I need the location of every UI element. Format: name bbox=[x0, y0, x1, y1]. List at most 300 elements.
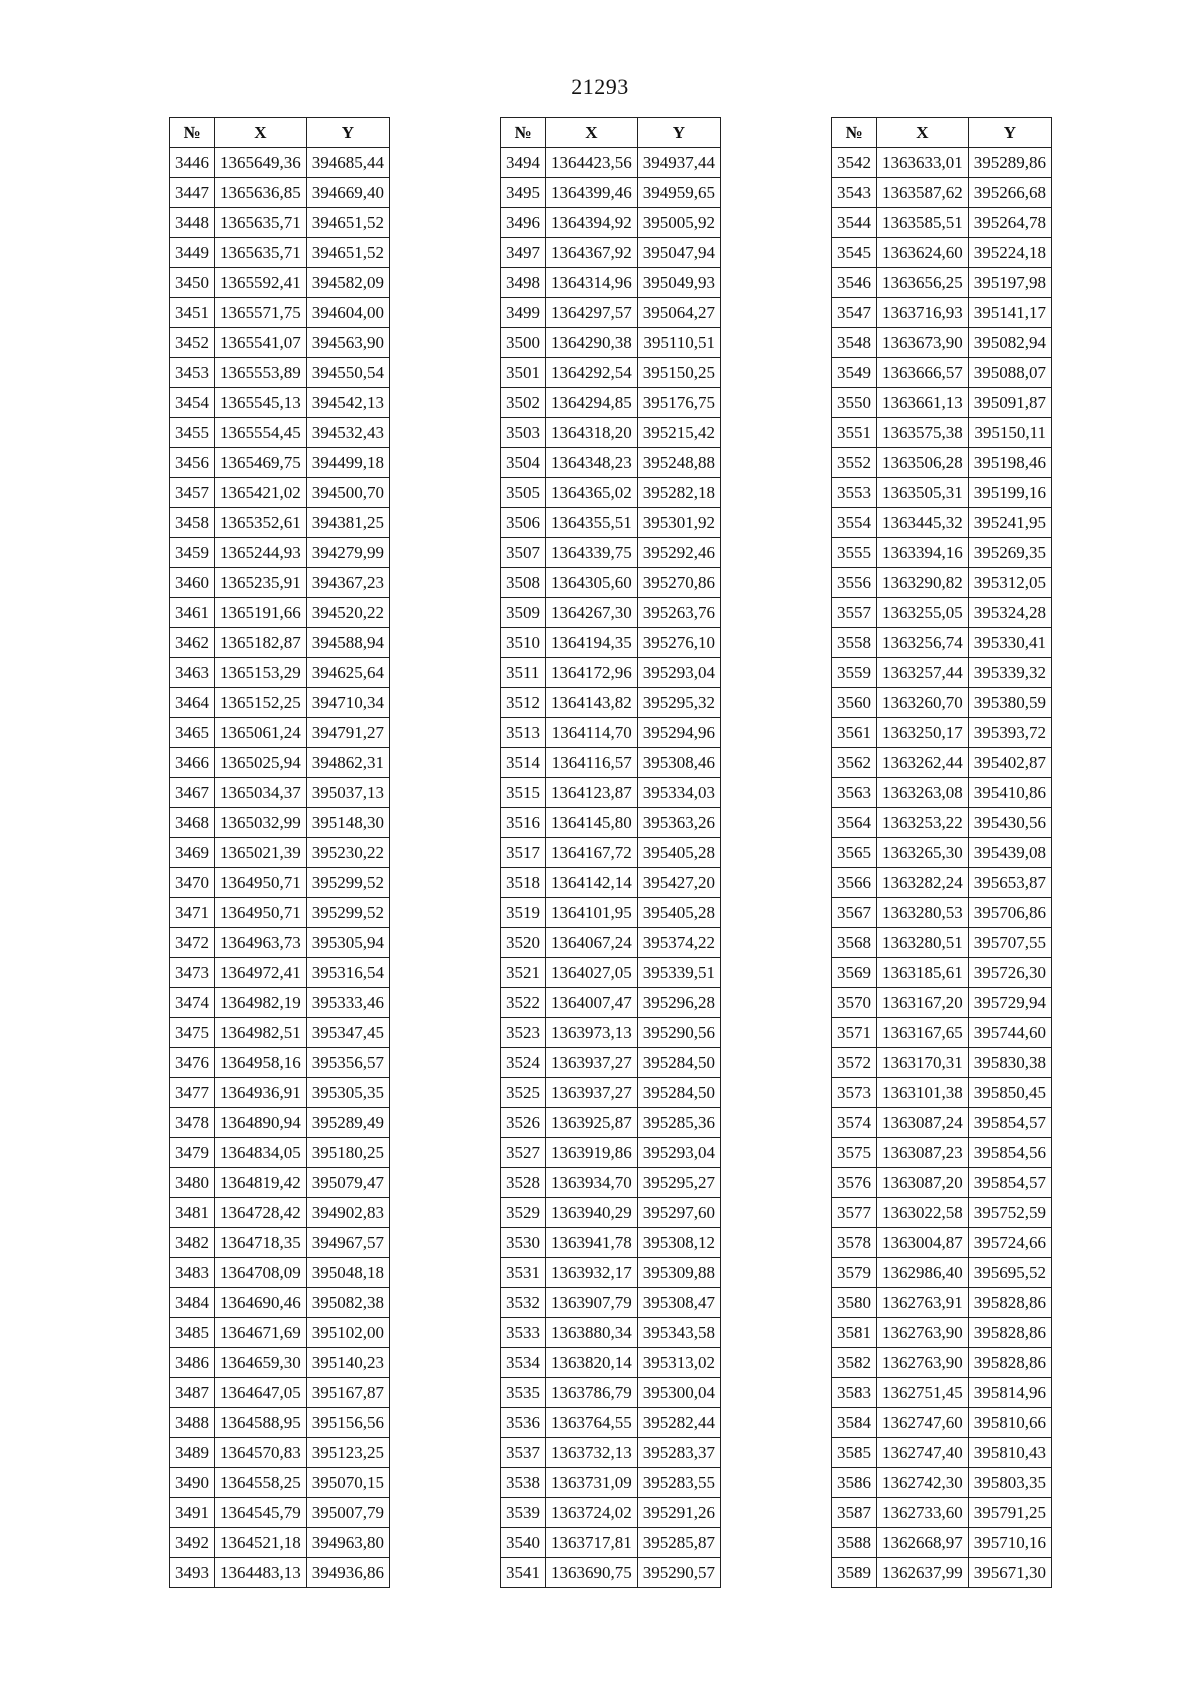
table-row bbox=[832, 1048, 1052, 1078]
x-coordinate: 1364290,38 bbox=[546, 328, 638, 358]
x-coordinate: 1364123,87 bbox=[546, 778, 638, 808]
x-coordinate: 1362637,99 bbox=[877, 1558, 969, 1588]
table-row bbox=[501, 1468, 721, 1498]
y-coordinate: 395707,55 bbox=[968, 928, 1051, 958]
point-number: 3480 bbox=[170, 1168, 215, 1198]
x-coordinate: 1364958,16 bbox=[215, 1048, 307, 1078]
point-number: 3549 bbox=[832, 358, 877, 388]
y-coordinate: 394651,52 bbox=[306, 208, 389, 238]
y-coordinate: 395241,95 bbox=[968, 508, 1051, 538]
table-row bbox=[170, 928, 390, 958]
point-number: 3522 bbox=[501, 988, 546, 1018]
y-coordinate: 395148,30 bbox=[306, 808, 389, 838]
y-coordinate: 395266,68 bbox=[968, 178, 1051, 208]
table-row bbox=[170, 1408, 390, 1438]
point-number: 3540 bbox=[501, 1528, 546, 1558]
x-coordinate: 1362763,91 bbox=[877, 1288, 969, 1318]
y-coordinate: 395264,78 bbox=[968, 208, 1051, 238]
table-row bbox=[832, 1468, 1052, 1498]
point-number: 3483 bbox=[170, 1258, 215, 1288]
point-number: 3553 bbox=[832, 478, 877, 508]
y-coordinate: 395276,10 bbox=[637, 628, 720, 658]
point-number: 3585 bbox=[832, 1438, 877, 1468]
table-row bbox=[832, 598, 1052, 628]
point-number: 3492 bbox=[170, 1528, 215, 1558]
point-number: 3448 bbox=[170, 208, 215, 238]
y-coordinate: 395150,25 bbox=[637, 358, 720, 388]
x-coordinate: 1363167,65 bbox=[877, 1018, 969, 1048]
y-coordinate: 394499,18 bbox=[306, 448, 389, 478]
x-coordinate: 1365469,75 bbox=[215, 448, 307, 478]
point-number: 3542 bbox=[832, 148, 877, 178]
x-coordinate: 1364067,24 bbox=[546, 928, 638, 958]
point-number: 3538 bbox=[501, 1468, 546, 1498]
table-row bbox=[170, 448, 390, 478]
point-number: 3511 bbox=[501, 658, 546, 688]
table-row bbox=[832, 1348, 1052, 1378]
x-coordinate: 1364007,47 bbox=[546, 988, 638, 1018]
point-number: 3576 bbox=[832, 1168, 877, 1198]
point-number: 3515 bbox=[501, 778, 546, 808]
table-row bbox=[501, 958, 721, 988]
table-row bbox=[170, 1378, 390, 1408]
x-coordinate: 1363973,13 bbox=[546, 1018, 638, 1048]
x-coordinate: 1363764,55 bbox=[546, 1408, 638, 1438]
y-coordinate: 395224,18 bbox=[968, 238, 1051, 268]
y-coordinate: 395141,17 bbox=[968, 298, 1051, 328]
table-row bbox=[501, 418, 721, 448]
table-row bbox=[501, 238, 721, 268]
y-coordinate: 395102,00 bbox=[306, 1318, 389, 1348]
point-number: 3500 bbox=[501, 328, 546, 358]
y-coordinate: 395290,57 bbox=[637, 1558, 720, 1588]
table-row bbox=[832, 628, 1052, 658]
point-number: 3560 bbox=[832, 688, 877, 718]
x-coordinate: 1363932,17 bbox=[546, 1258, 638, 1288]
header-y: Y bbox=[637, 118, 720, 148]
y-coordinate: 395301,92 bbox=[637, 508, 720, 538]
table-row bbox=[501, 1018, 721, 1048]
point-number: 3446 bbox=[170, 148, 215, 178]
x-coordinate: 1363255,05 bbox=[877, 598, 969, 628]
point-number: 3586 bbox=[832, 1468, 877, 1498]
y-coordinate: 395828,86 bbox=[968, 1288, 1051, 1318]
point-number: 3450 bbox=[170, 268, 215, 298]
table-row bbox=[501, 508, 721, 538]
point-number: 3459 bbox=[170, 538, 215, 568]
x-coordinate: 1362763,90 bbox=[877, 1348, 969, 1378]
x-coordinate: 1364292,54 bbox=[546, 358, 638, 388]
table-row bbox=[170, 628, 390, 658]
table-row bbox=[170, 1468, 390, 1498]
table-row bbox=[501, 538, 721, 568]
y-coordinate: 395427,20 bbox=[637, 868, 720, 898]
point-number: 3550 bbox=[832, 388, 877, 418]
y-coordinate: 395706,86 bbox=[968, 898, 1051, 928]
x-coordinate: 1364394,92 bbox=[546, 208, 638, 238]
table-row bbox=[832, 508, 1052, 538]
table-row bbox=[170, 808, 390, 838]
table-row bbox=[170, 1048, 390, 1078]
point-number: 3451 bbox=[170, 298, 215, 328]
x-coordinate: 1363087,20 bbox=[877, 1168, 969, 1198]
point-number: 3548 bbox=[832, 328, 877, 358]
x-coordinate: 1363587,62 bbox=[877, 178, 969, 208]
x-coordinate: 1365592,41 bbox=[215, 268, 307, 298]
point-number: 3568 bbox=[832, 928, 877, 958]
point-number: 3523 bbox=[501, 1018, 546, 1048]
point-number: 3487 bbox=[170, 1378, 215, 1408]
table-row bbox=[170, 1138, 390, 1168]
point-number: 3508 bbox=[501, 568, 546, 598]
y-coordinate: 394625,64 bbox=[306, 658, 389, 688]
table-row bbox=[501, 778, 721, 808]
y-coordinate: 395308,46 bbox=[637, 748, 720, 778]
point-number: 3488 bbox=[170, 1408, 215, 1438]
y-coordinate: 395744,60 bbox=[968, 1018, 1051, 1048]
table-row bbox=[832, 388, 1052, 418]
table-row bbox=[170, 658, 390, 688]
x-coordinate: 1364172,96 bbox=[546, 658, 638, 688]
y-coordinate: 395230,22 bbox=[306, 838, 389, 868]
y-coordinate: 394791,27 bbox=[306, 718, 389, 748]
header-x: X bbox=[215, 118, 307, 148]
table-header-row bbox=[170, 118, 390, 148]
y-coordinate: 395284,50 bbox=[637, 1078, 720, 1108]
x-coordinate: 1364963,73 bbox=[215, 928, 307, 958]
y-coordinate: 395284,50 bbox=[637, 1048, 720, 1078]
y-coordinate: 395316,54 bbox=[306, 958, 389, 988]
table-row bbox=[170, 1528, 390, 1558]
x-coordinate: 1364890,94 bbox=[215, 1108, 307, 1138]
x-coordinate: 1365553,89 bbox=[215, 358, 307, 388]
x-coordinate: 1364027,05 bbox=[546, 958, 638, 988]
point-number: 3584 bbox=[832, 1408, 877, 1438]
x-coordinate: 1364950,71 bbox=[215, 898, 307, 928]
table-row bbox=[501, 1048, 721, 1078]
point-number: 3531 bbox=[501, 1258, 546, 1288]
point-number: 3481 bbox=[170, 1198, 215, 1228]
y-coordinate: 395197,98 bbox=[968, 268, 1051, 298]
x-coordinate: 1364116,57 bbox=[546, 748, 638, 778]
x-coordinate: 1365152,25 bbox=[215, 688, 307, 718]
x-coordinate: 1363170,31 bbox=[877, 1048, 969, 1078]
table-row bbox=[501, 1258, 721, 1288]
point-number: 3545 bbox=[832, 238, 877, 268]
x-coordinate: 1362747,40 bbox=[877, 1438, 969, 1468]
point-number: 3514 bbox=[501, 748, 546, 778]
table-row bbox=[501, 1408, 721, 1438]
point-number: 3465 bbox=[170, 718, 215, 748]
point-number: 3526 bbox=[501, 1108, 546, 1138]
y-coordinate: 395653,87 bbox=[968, 868, 1051, 898]
table-row bbox=[501, 448, 721, 478]
point-number: 3589 bbox=[832, 1558, 877, 1588]
x-coordinate: 1363716,93 bbox=[877, 298, 969, 328]
y-coordinate: 395439,08 bbox=[968, 838, 1051, 868]
y-coordinate: 395380,59 bbox=[968, 688, 1051, 718]
x-coordinate: 1362986,40 bbox=[877, 1258, 969, 1288]
y-coordinate: 395299,52 bbox=[306, 868, 389, 898]
point-number: 3485 bbox=[170, 1318, 215, 1348]
x-coordinate: 1364314,96 bbox=[546, 268, 638, 298]
table-row bbox=[170, 298, 390, 328]
x-coordinate: 1364834,05 bbox=[215, 1138, 307, 1168]
y-coordinate: 395752,59 bbox=[968, 1198, 1051, 1228]
table-row bbox=[832, 688, 1052, 718]
y-coordinate: 394279,99 bbox=[306, 538, 389, 568]
y-coordinate: 394669,40 bbox=[306, 178, 389, 208]
table-row bbox=[832, 208, 1052, 238]
table-row bbox=[501, 1288, 721, 1318]
table-row bbox=[170, 868, 390, 898]
table-row bbox=[832, 568, 1052, 598]
point-number: 3495 bbox=[501, 178, 546, 208]
point-number: 3493 bbox=[170, 1558, 215, 1588]
y-coordinate: 394902,83 bbox=[306, 1198, 389, 1228]
y-coordinate: 394967,57 bbox=[306, 1228, 389, 1258]
table-row bbox=[170, 958, 390, 988]
point-number: 3477 bbox=[170, 1078, 215, 1108]
y-coordinate: 395296,28 bbox=[637, 988, 720, 1018]
table-row bbox=[832, 1258, 1052, 1288]
x-coordinate: 1363585,51 bbox=[877, 208, 969, 238]
y-coordinate: 395850,45 bbox=[968, 1078, 1051, 1108]
point-number: 3562 bbox=[832, 748, 877, 778]
header-x: X bbox=[877, 118, 969, 148]
x-coordinate: 1365635,71 bbox=[215, 208, 307, 238]
x-coordinate: 1363941,78 bbox=[546, 1228, 638, 1258]
x-coordinate: 1363101,38 bbox=[877, 1078, 969, 1108]
y-coordinate: 395305,35 bbox=[306, 1078, 389, 1108]
x-coordinate: 1363280,53 bbox=[877, 898, 969, 928]
x-coordinate: 1364399,46 bbox=[546, 178, 638, 208]
table-row bbox=[170, 388, 390, 418]
table-row bbox=[170, 1078, 390, 1108]
y-coordinate: 395828,86 bbox=[968, 1318, 1051, 1348]
table-row bbox=[170, 418, 390, 448]
page-number: 21293 bbox=[571, 74, 629, 99]
point-number: 3474 bbox=[170, 988, 215, 1018]
point-number: 3524 bbox=[501, 1048, 546, 1078]
point-number: 3565 bbox=[832, 838, 877, 868]
point-number: 3518 bbox=[501, 868, 546, 898]
point-number: 3555 bbox=[832, 538, 877, 568]
y-coordinate: 395309,88 bbox=[637, 1258, 720, 1288]
table-row bbox=[832, 238, 1052, 268]
x-coordinate: 1363004,87 bbox=[877, 1228, 969, 1258]
x-coordinate: 1364570,83 bbox=[215, 1438, 307, 1468]
x-coordinate: 1364294,85 bbox=[546, 388, 638, 418]
x-coordinate: 1363282,24 bbox=[877, 868, 969, 898]
x-coordinate: 1363656,25 bbox=[877, 268, 969, 298]
point-number: 3529 bbox=[501, 1198, 546, 1228]
table-row bbox=[832, 538, 1052, 568]
x-coordinate: 1363575,38 bbox=[877, 418, 969, 448]
x-coordinate: 1362751,45 bbox=[877, 1378, 969, 1408]
point-number: 3546 bbox=[832, 268, 877, 298]
y-coordinate: 395347,45 bbox=[306, 1018, 389, 1048]
header-y: Y bbox=[968, 118, 1051, 148]
table-row bbox=[501, 328, 721, 358]
x-coordinate: 1364972,41 bbox=[215, 958, 307, 988]
y-coordinate: 394651,52 bbox=[306, 238, 389, 268]
point-number: 3453 bbox=[170, 358, 215, 388]
point-number: 3475 bbox=[170, 1018, 215, 1048]
x-coordinate: 1365554,45 bbox=[215, 418, 307, 448]
table-row bbox=[501, 1198, 721, 1228]
x-coordinate: 1364114,70 bbox=[546, 718, 638, 748]
x-coordinate: 1364143,82 bbox=[546, 688, 638, 718]
point-number: 3588 bbox=[832, 1528, 877, 1558]
table-row bbox=[501, 1348, 721, 1378]
x-coordinate: 1365061,24 bbox=[215, 718, 307, 748]
point-number: 3558 bbox=[832, 628, 877, 658]
x-coordinate: 1362668,97 bbox=[877, 1528, 969, 1558]
point-number: 3482 bbox=[170, 1228, 215, 1258]
table-row bbox=[501, 358, 721, 388]
y-coordinate: 395283,37 bbox=[637, 1438, 720, 1468]
table-row bbox=[832, 1078, 1052, 1108]
y-coordinate: 395215,42 bbox=[637, 418, 720, 448]
table-row bbox=[832, 1018, 1052, 1048]
y-coordinate: 395082,38 bbox=[306, 1288, 389, 1318]
x-coordinate: 1363394,16 bbox=[877, 538, 969, 568]
table-row bbox=[832, 1408, 1052, 1438]
y-coordinate: 395070,15 bbox=[306, 1468, 389, 1498]
table-row bbox=[170, 208, 390, 238]
table-row bbox=[832, 868, 1052, 898]
point-number: 3544 bbox=[832, 208, 877, 238]
table-row bbox=[501, 1498, 721, 1528]
table-row bbox=[501, 598, 721, 628]
x-coordinate: 1364355,51 bbox=[546, 508, 638, 538]
table-row bbox=[170, 1438, 390, 1468]
x-coordinate: 1363673,90 bbox=[877, 328, 969, 358]
table-row bbox=[501, 178, 721, 208]
x-coordinate: 1365191,66 bbox=[215, 598, 307, 628]
point-number: 3496 bbox=[501, 208, 546, 238]
x-coordinate: 1364936,91 bbox=[215, 1078, 307, 1108]
y-coordinate: 394500,70 bbox=[306, 478, 389, 508]
y-coordinate: 395047,94 bbox=[637, 238, 720, 268]
x-coordinate: 1363732,13 bbox=[546, 1438, 638, 1468]
point-number: 3463 bbox=[170, 658, 215, 688]
table-row bbox=[832, 1318, 1052, 1348]
x-coordinate: 1363262,44 bbox=[877, 748, 969, 778]
y-coordinate: 395293,04 bbox=[637, 1138, 720, 1168]
y-coordinate: 395374,22 bbox=[637, 928, 720, 958]
x-coordinate: 1364659,30 bbox=[215, 1348, 307, 1378]
x-coordinate: 1363633,01 bbox=[877, 148, 969, 178]
point-number: 3577 bbox=[832, 1198, 877, 1228]
x-coordinate: 1365034,37 bbox=[215, 778, 307, 808]
table-row bbox=[501, 658, 721, 688]
table-row bbox=[170, 1108, 390, 1138]
y-coordinate: 395199,16 bbox=[968, 478, 1051, 508]
table-row bbox=[170, 1318, 390, 1348]
table-row bbox=[170, 358, 390, 388]
table-row bbox=[832, 898, 1052, 928]
table-row bbox=[832, 178, 1052, 208]
x-coordinate: 1364367,92 bbox=[546, 238, 638, 268]
y-coordinate: 395710,16 bbox=[968, 1528, 1051, 1558]
point-number: 3579 bbox=[832, 1258, 877, 1288]
point-number: 3578 bbox=[832, 1228, 877, 1258]
table-row bbox=[170, 508, 390, 538]
table-row bbox=[170, 328, 390, 358]
point-number: 3547 bbox=[832, 298, 877, 328]
point-number: 3476 bbox=[170, 1048, 215, 1078]
point-number: 3561 bbox=[832, 718, 877, 748]
y-coordinate: 395854,57 bbox=[968, 1108, 1051, 1138]
y-coordinate: 395671,30 bbox=[968, 1558, 1051, 1588]
x-coordinate: 1364982,19 bbox=[215, 988, 307, 1018]
point-number: 3572 bbox=[832, 1048, 877, 1078]
point-number: 3462 bbox=[170, 628, 215, 658]
table-row bbox=[501, 298, 721, 328]
x-coordinate: 1365025,94 bbox=[215, 748, 307, 778]
point-number: 3513 bbox=[501, 718, 546, 748]
y-coordinate: 395295,32 bbox=[637, 688, 720, 718]
y-coordinate: 395270,86 bbox=[637, 568, 720, 598]
x-coordinate: 1363880,34 bbox=[546, 1318, 638, 1348]
x-coordinate: 1363022,58 bbox=[877, 1198, 969, 1228]
x-coordinate: 1363290,82 bbox=[877, 568, 969, 598]
y-coordinate: 395695,52 bbox=[968, 1258, 1051, 1288]
point-number: 3494 bbox=[501, 148, 546, 178]
x-coordinate: 1363087,24 bbox=[877, 1108, 969, 1138]
point-number: 3587 bbox=[832, 1498, 877, 1528]
table-row bbox=[170, 1288, 390, 1318]
point-number: 3571 bbox=[832, 1018, 877, 1048]
x-coordinate: 1363907,79 bbox=[546, 1288, 638, 1318]
table-row bbox=[832, 1528, 1052, 1558]
y-coordinate: 395294,96 bbox=[637, 718, 720, 748]
y-coordinate: 395289,49 bbox=[306, 1108, 389, 1138]
table-row bbox=[170, 1168, 390, 1198]
y-coordinate: 395282,44 bbox=[637, 1408, 720, 1438]
y-coordinate: 394936,86 bbox=[306, 1558, 389, 1588]
y-coordinate: 394937,44 bbox=[637, 148, 720, 178]
x-coordinate: 1365636,85 bbox=[215, 178, 307, 208]
y-coordinate: 394862,31 bbox=[306, 748, 389, 778]
x-coordinate: 1364728,42 bbox=[215, 1198, 307, 1228]
x-coordinate: 1363087,23 bbox=[877, 1138, 969, 1168]
table-row bbox=[170, 988, 390, 1018]
y-coordinate: 395333,46 bbox=[306, 988, 389, 1018]
x-coordinate: 1364483,13 bbox=[215, 1558, 307, 1588]
point-number: 3506 bbox=[501, 508, 546, 538]
x-coordinate: 1363934,70 bbox=[546, 1168, 638, 1198]
x-coordinate: 1364690,46 bbox=[215, 1288, 307, 1318]
point-number: 3497 bbox=[501, 238, 546, 268]
point-number: 3570 bbox=[832, 988, 877, 1018]
table-row bbox=[501, 1438, 721, 1468]
y-coordinate: 395339,32 bbox=[968, 658, 1051, 688]
point-number: 3537 bbox=[501, 1438, 546, 1468]
x-coordinate: 1363937,27 bbox=[546, 1048, 638, 1078]
table-row bbox=[501, 268, 721, 298]
point-number: 3486 bbox=[170, 1348, 215, 1378]
point-number: 3573 bbox=[832, 1078, 877, 1108]
point-number: 3490 bbox=[170, 1468, 215, 1498]
y-coordinate: 395269,35 bbox=[968, 538, 1051, 568]
y-coordinate: 395791,25 bbox=[968, 1498, 1051, 1528]
table-row bbox=[501, 1528, 721, 1558]
table-row bbox=[832, 418, 1052, 448]
table-row bbox=[832, 298, 1052, 328]
